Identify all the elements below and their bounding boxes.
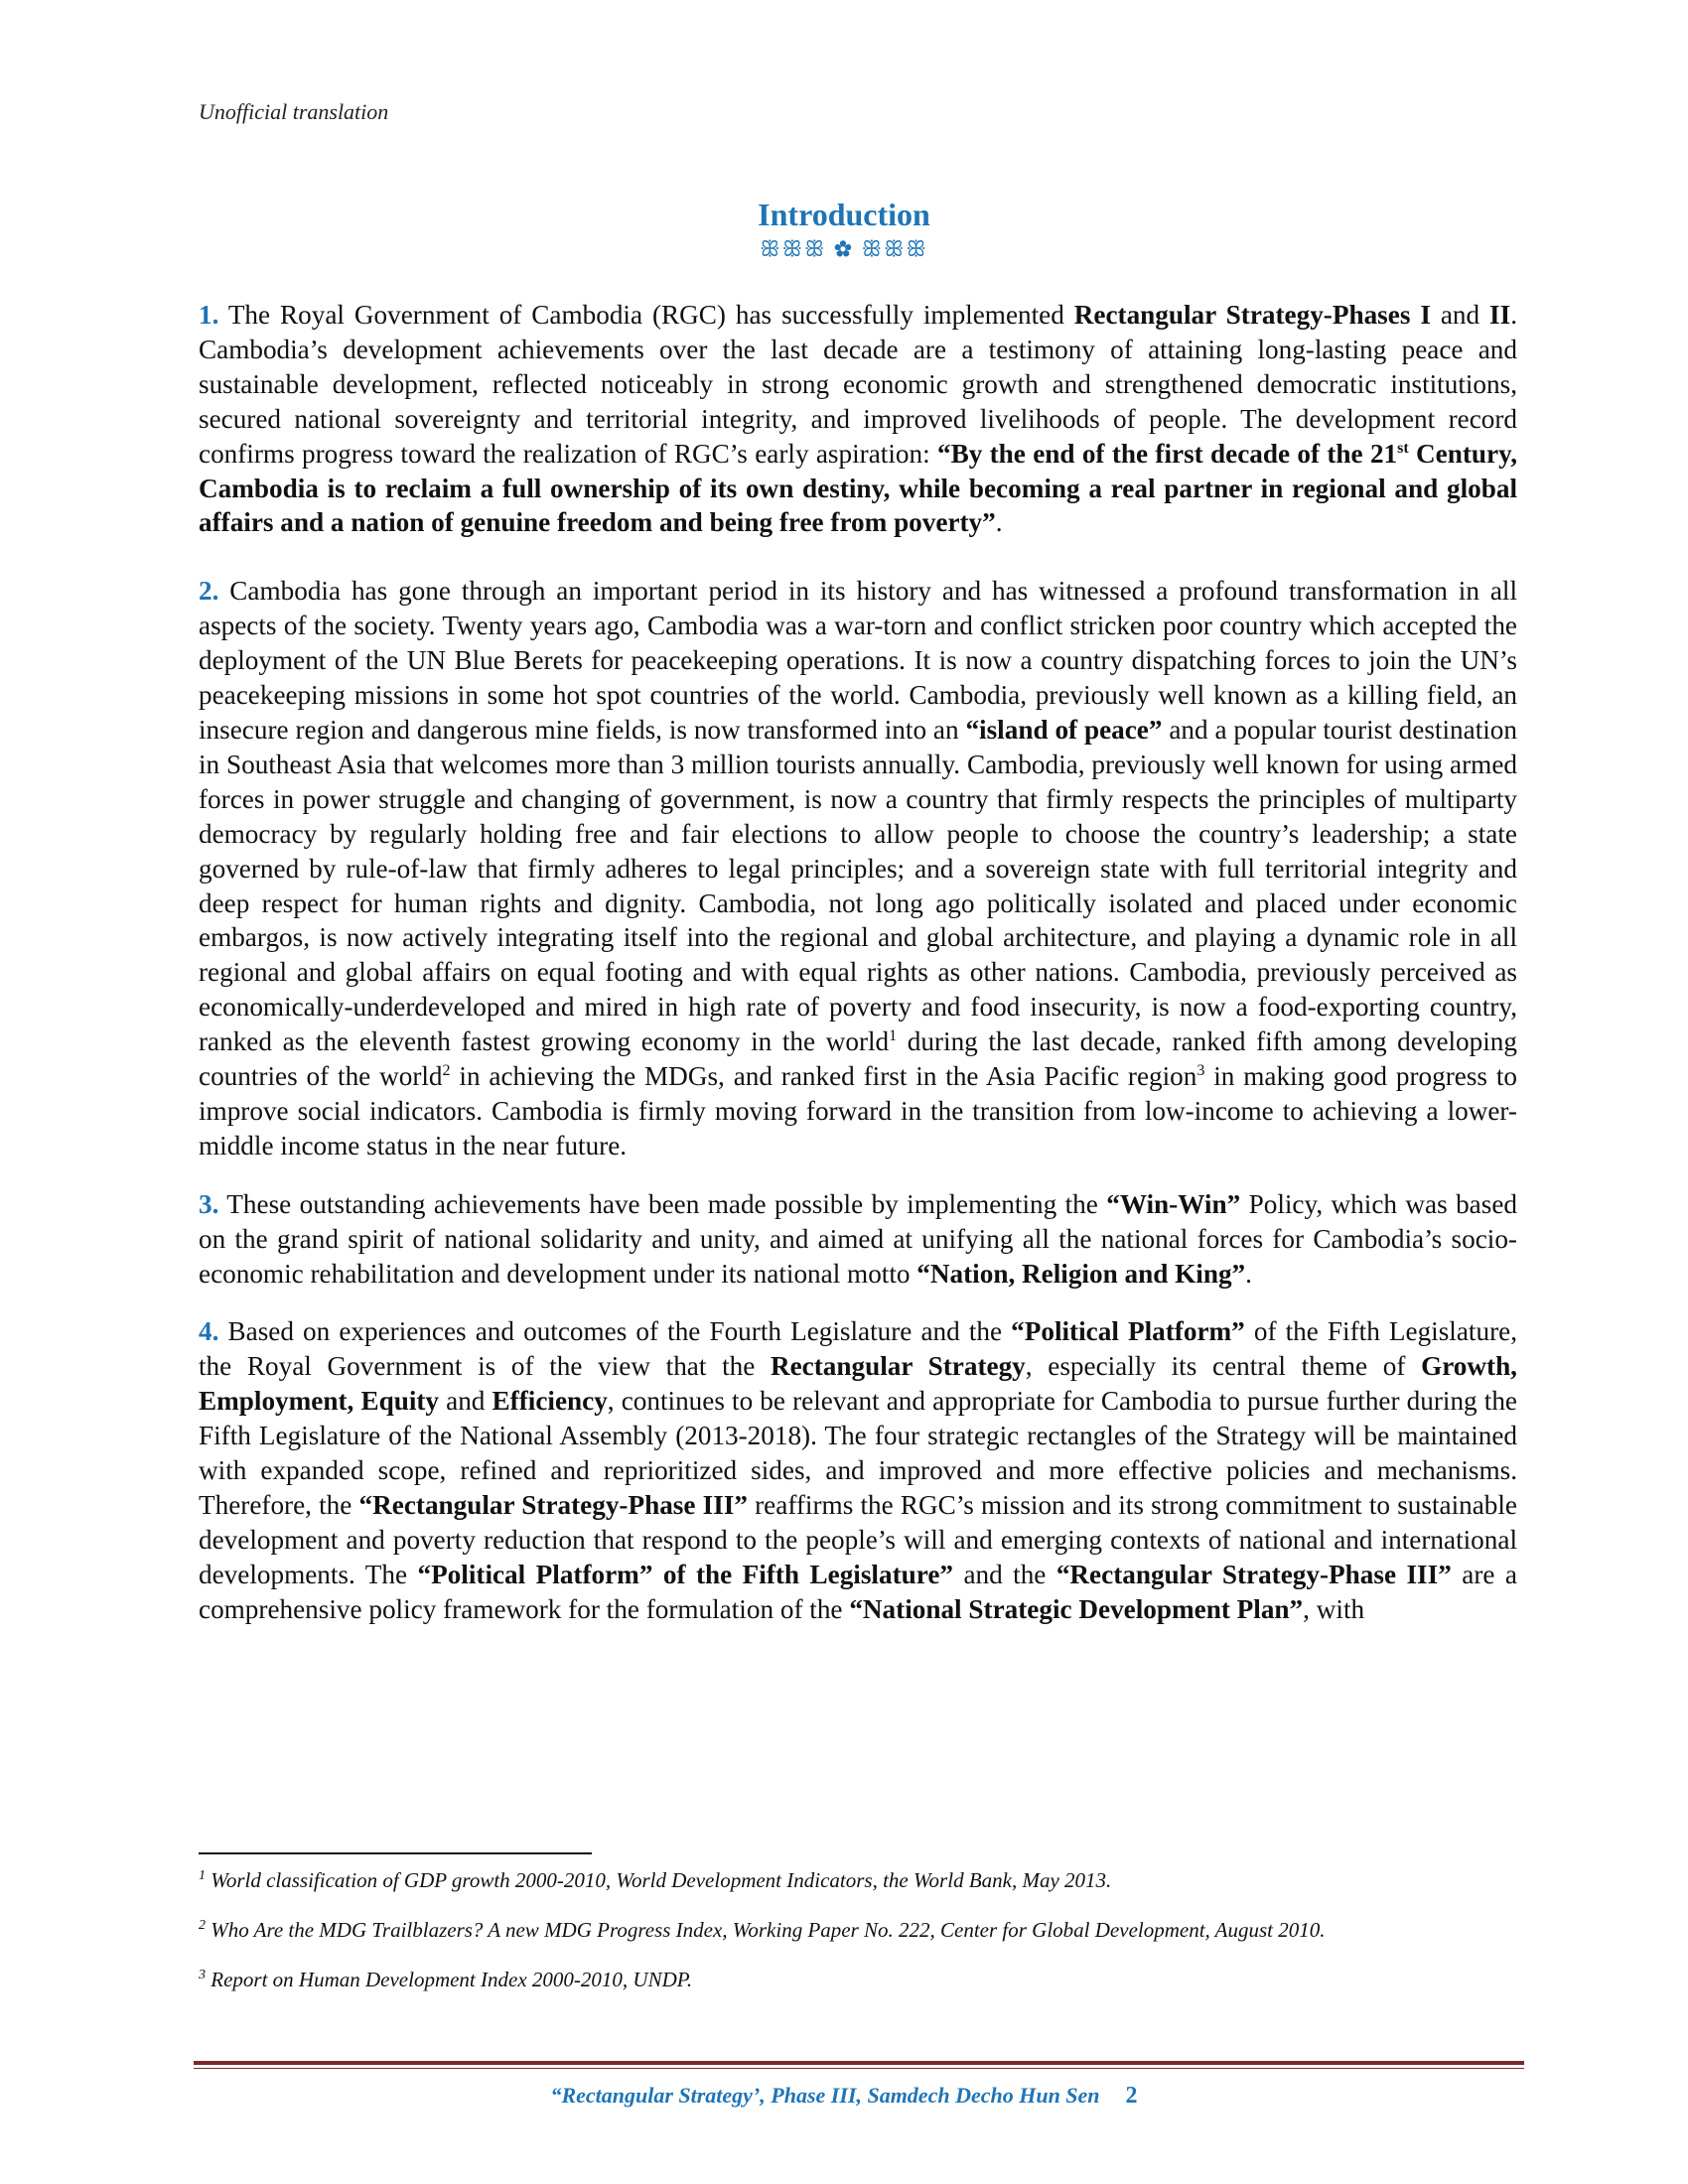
text-run: Rectangular Strategy-Phases I (1073, 300, 1431, 330)
text-run: Based on experiences and outcomes of the Fourth Legislature and the (218, 1316, 1012, 1347)
paragraph-number: 3. (199, 1188, 219, 1219)
text-run: reaffirms the RGC’s mission and its strong commitment to sustainable development and poverty reduction that respond to the people’s will and emerging contexts of national and international developments. The (199, 1490, 1517, 1589)
text-run: “Political Platform” of the Fifth Legislature” (417, 1559, 953, 1589)
text-run: “National Strategic Development Plan” (849, 1593, 1304, 1624)
text-run: II (1489, 300, 1511, 330)
text-run: . Cambodia’s development achievements over the last decade are a testimony of attaining long-lasting peace and sustainable development, reflected noticeably in strong economic growth and strengthened democratic institutions, secured national sovereignty and territorial integrity, and improved livelihoods of people. The development record confirms progress toward the realization of RGC’s early aspiration: (199, 300, 1517, 469)
paragraph-number: 2. (199, 576, 219, 607)
translation-note: Unofficial translation (199, 99, 389, 124)
paragraph-number: 1. (199, 300, 219, 330)
paragraph-2 (199, 574, 1517, 1162)
text-run: st (1397, 439, 1409, 457)
text-run: 3 (1196, 1061, 1205, 1079)
footnote-3: $^3$ Report on Human Development Index 2000-2010, UNDP. (199, 1968, 693, 1991)
text-run: of the Fifth Legislature, the Royal Government is of the view that the (199, 1316, 1517, 1382)
text-run: Cambodia has gone through an important period in its history and has witnessed a profound transformation in all aspects of the society. Twenty years ago, Cambodia was a war-torn and conflict stricken poor country which accepted the deployment of the UN Blue Berets for peacekeeping operations. It is now a country dispatching forces to join the UN’s peacekeeping missions in some hot spot countries of the world. Cambodia, previously well known as a killing field, an insecure region and dangerous mine fields, is now transformed into an (199, 576, 1517, 745)
text-run: These outstanding achievements have been made possible by implementing the (218, 1188, 1107, 1219)
paragraph-4 (199, 1314, 1517, 1626)
text-run: and (439, 1386, 492, 1417)
footer-rule-thick (194, 2061, 1524, 2065)
page-title: Introduction (758, 197, 930, 232)
text-run: , with (1303, 1593, 1365, 1624)
text-run: “Rectangular Strategy-Phase III” (1055, 1559, 1452, 1589)
text-run: and the (953, 1559, 1056, 1589)
text-run: “Political Platform” (1011, 1316, 1245, 1347)
page-footer (0, 2083, 1688, 2110)
footnote-separator (199, 1852, 592, 1854)
text-run: “Nation, Religion and King” (916, 1258, 1246, 1289)
paragraph-3 (199, 1187, 1517, 1292)
paragraph-number: 4. (199, 1316, 219, 1347)
text-run: The Royal Government of Cambodia (RGC) has successfully implemented (218, 300, 1074, 330)
text-run: “By the end of the first decade of the 21 (936, 438, 1398, 469)
text-run: Growth, Employment, Equity (199, 1351, 1517, 1417)
text-run: are a comprehensive policy framework for the formulation of the (199, 1559, 1517, 1624)
text-run: , continues to be relevant and appropriate for Cambodia to pursue further during the Fifth Legislature of the National Assembly (2013-2018). The four strategic rectangles of the Strategy will be maintained with expanded scope, refined and reprioritized sides, and improved and more effective policies and mechanisms. Therefore, the (199, 1386, 1517, 1520)
text-run: in making good progress to improve social indicators. Cambodia is firmly moving forward in the transition from low-income to achieving a lower-middle income status in the near future. (199, 1061, 1517, 1160)
footnote-2: $^2$ Who Are the MDG Trailblazers? A new MDG Progress Index, Working Paper No. 222, Center for Global Development, August 2010. (199, 1918, 1326, 1942)
text-run: . (995, 507, 1003, 538)
text-run: and (1430, 300, 1490, 330)
body-text (199, 298, 1517, 1627)
paragraph-1 (199, 298, 1517, 540)
page-number: 2 (1125, 2083, 1138, 2109)
text-run: Policy, which was based on the grand spirit of national solidarity and unity, and aimed at unifying all the national forces for Cambodia’s socio-economic rehabilitation and development under its national motto (199, 1188, 1517, 1289)
footnotes (199, 1866, 1517, 2015)
text-run: Efficiency (492, 1386, 608, 1417)
text-run: , especially its central theme of (1025, 1351, 1422, 1382)
footer-title: “Rectangular Strategy’, Phase III, Samdech Decho Hun Sen (550, 2083, 1100, 2108)
text-run: “Win-Win” (1106, 1188, 1241, 1219)
text-run: Rectangular Strategy (770, 1351, 1026, 1382)
text-run: “Rectangular Strategy-Phase III” (358, 1490, 748, 1520)
text-run: 2 (442, 1061, 451, 1079)
text-run: 1 (889, 1027, 898, 1045)
title-ornament: ꕥꕥꕥ ✿ ꕥꕥꕥ (760, 236, 928, 261)
text-run: “island of peace” (965, 714, 1163, 745)
text-run: Century, Cambodia is to reclaim a full ownership of its own destiny, while becoming a real partner in regional and global affairs and a nation of genuine freedom and being free from poverty” (199, 438, 1517, 538)
footnote-1: $^1$ World classification of GDP growth 2000-2010, World Development Indicators, the World Bank, May 2013. (199, 1868, 1112, 1892)
text-run: . (1245, 1258, 1252, 1289)
text-run: and a popular tourist destination in Southeast Asia that welcomes more than 3 million tourists annually. Cambodia, previously well known for using armed forces in power struggle and changing of government, is now a country that firmly respects the principles of multiparty democracy by regularly holding free and fair elections to allow people to choose the country’s leadership; a state governed by rule-of-law that firmly adheres to legal principles; and a sovereign state with full territorial integrity and deep respect for human rights and dignity. Cambodia, not long ago politically isolated and placed under economic embargos, is now actively integrating itself into the regional and global architecture, and playing a dynamic role in all regional and global affairs on equal footing and with equal rights as other nations. Cambodia, previously perceived as economically-underdeveloped and mired in high rate of poverty and food insecurity, is now a food-exporting country, ranked as the eleventh fastest growing economy in the world (199, 714, 1517, 1057)
footer-rule-thin (194, 2068, 1524, 2069)
text-run: during the last decade, ranked fifth among developing countries of the world (199, 1026, 1517, 1092)
text-run: in achieving the MDGs, and ranked first in the Asia Pacific region (450, 1061, 1197, 1092)
